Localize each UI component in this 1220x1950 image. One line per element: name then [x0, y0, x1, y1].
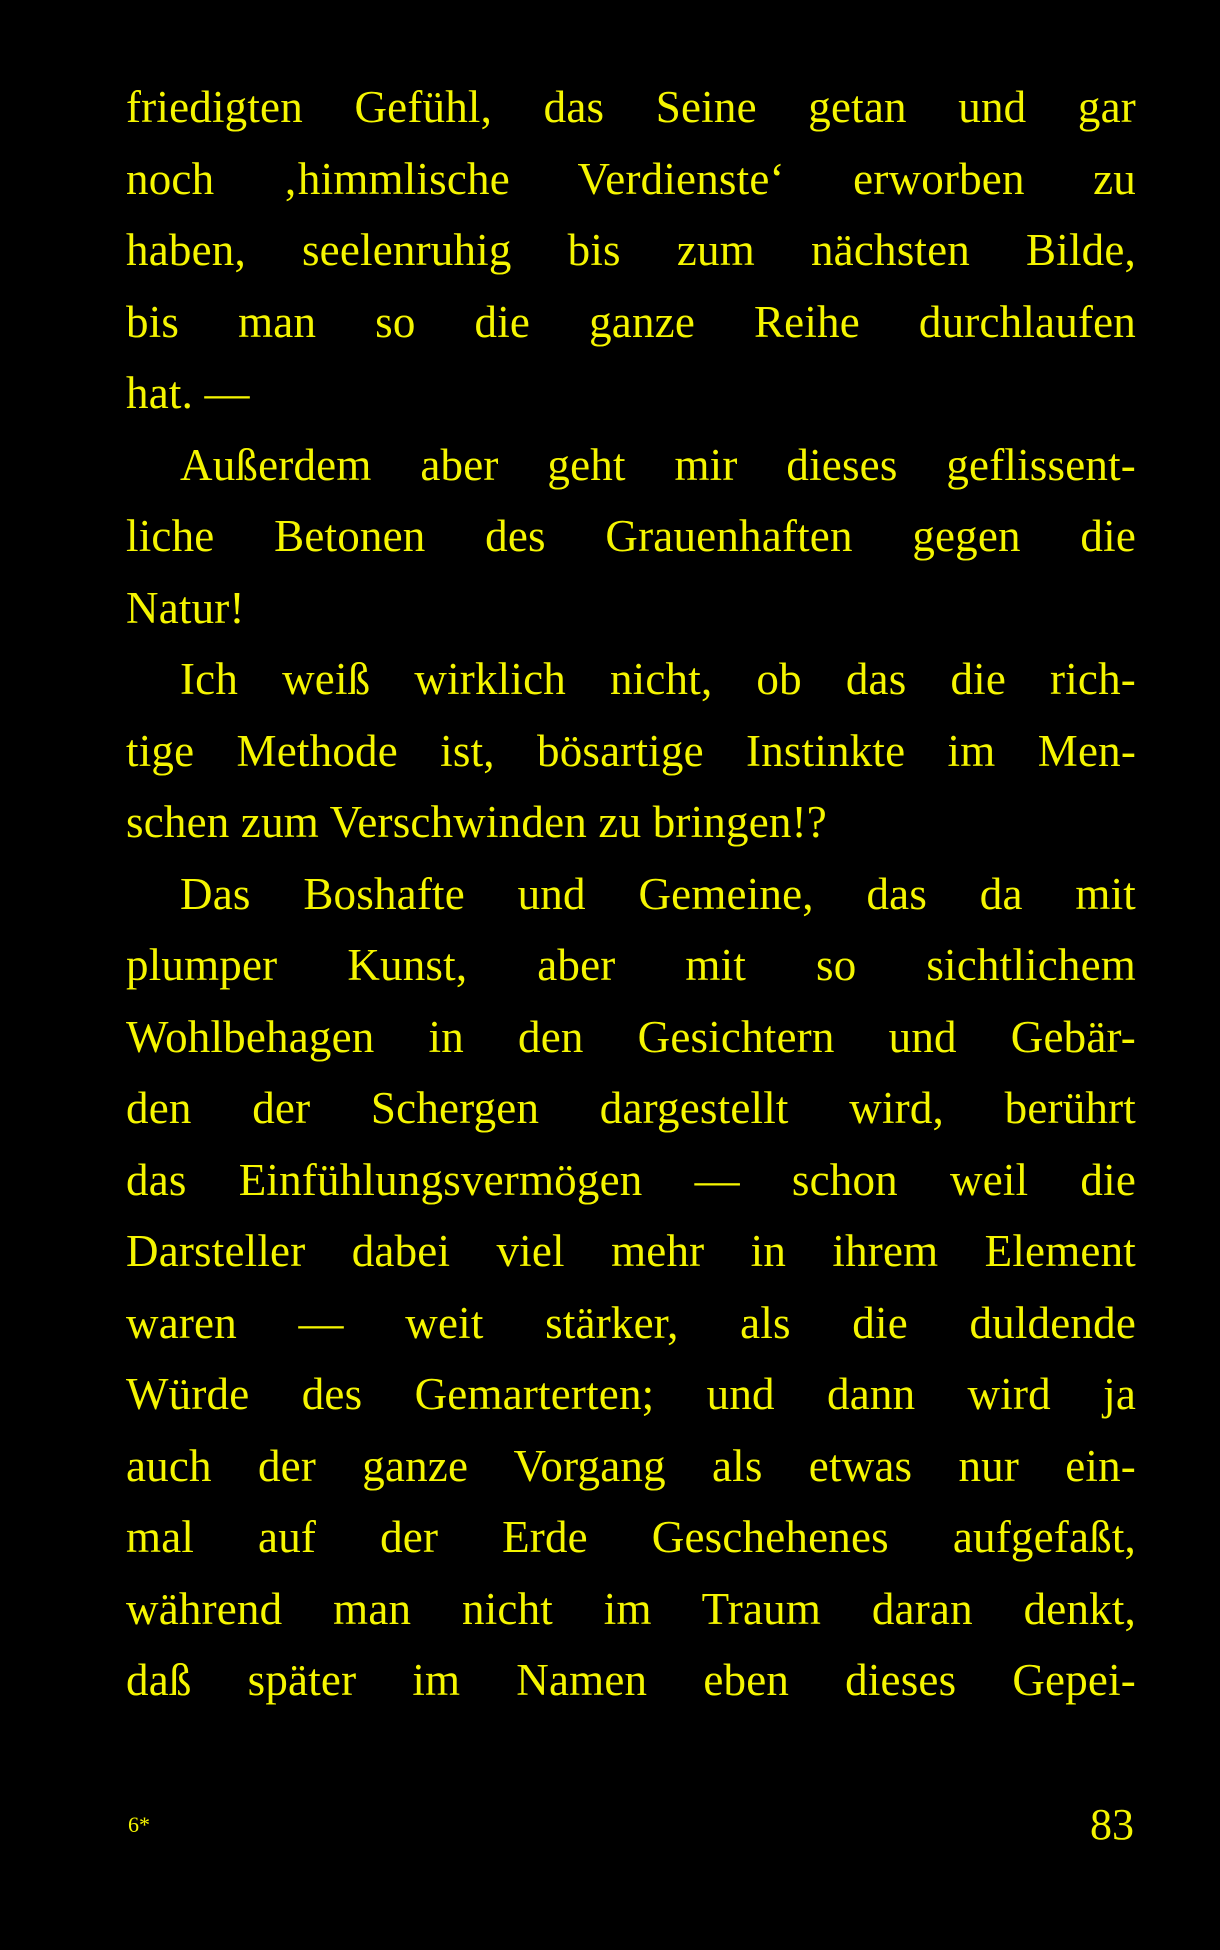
text-line: Das Boshafte und Gemeine, das da mit [180, 868, 1136, 919]
text-line: Natur! [126, 582, 245, 633]
text-line: auch der ganze Vorgang als etwas nur ein- [126, 1440, 1136, 1491]
text-line: Würde des Gemarterten; und dann wird ja [126, 1369, 1136, 1419]
signature-mark: 6* [128, 1812, 150, 1837]
text-line: Darsteller dabei viel mehr in ihrem Element [126, 1226, 1136, 1276]
text-line: mal auf der Erde Geschehenes aufgefaßt, [126, 1512, 1136, 1562]
text-line: Ich weiß wirklich nicht, ob das die rich- [180, 654, 1136, 704]
text-line: schen zum Verschwinden zu bringen!? [126, 797, 827, 847]
text-line: das Einfühlungsvermögen — schon weil die [126, 1154, 1136, 1205]
body-text [126, 72, 1136, 1717]
text-line: bis man so die ganze Reihe durchlaufen [126, 296, 1136, 347]
page-number: 83 [1090, 1800, 1134, 1849]
text-line: friedigten Gefühl, das Seine getan und gar [126, 82, 1136, 132]
text-line: liche Betonen des Grauenhaften gegen die [126, 511, 1136, 561]
text-line: haben, seelenruhig bis zum nächsten Bilde, [126, 225, 1136, 275]
text-line: Wohlbehagen in den Gesichtern und Gebär- [126, 1011, 1136, 1062]
text-line: waren — weit stärker, als die duldende [126, 1297, 1136, 1348]
text-line: plumper Kunst, aber mit so sichtlichem [126, 940, 1136, 990]
text-line: noch ‚himmlische Verdienste‘ erworben zu [126, 153, 1136, 204]
text-line: hat. — [126, 368, 250, 418]
text-line: während man nicht im Traum daran denkt, [126, 1583, 1136, 1634]
text-line: daß später im Namen eben dieses Gepei- [126, 1655, 1136, 1705]
text-line: den der Schergen dargestellt wird, berührt [126, 1083, 1136, 1133]
text-line: tige Methode ist, bösartige Instinkte im Men- [126, 725, 1136, 776]
text-line: Außerdem aber geht mir dieses geflissent- [180, 439, 1136, 490]
